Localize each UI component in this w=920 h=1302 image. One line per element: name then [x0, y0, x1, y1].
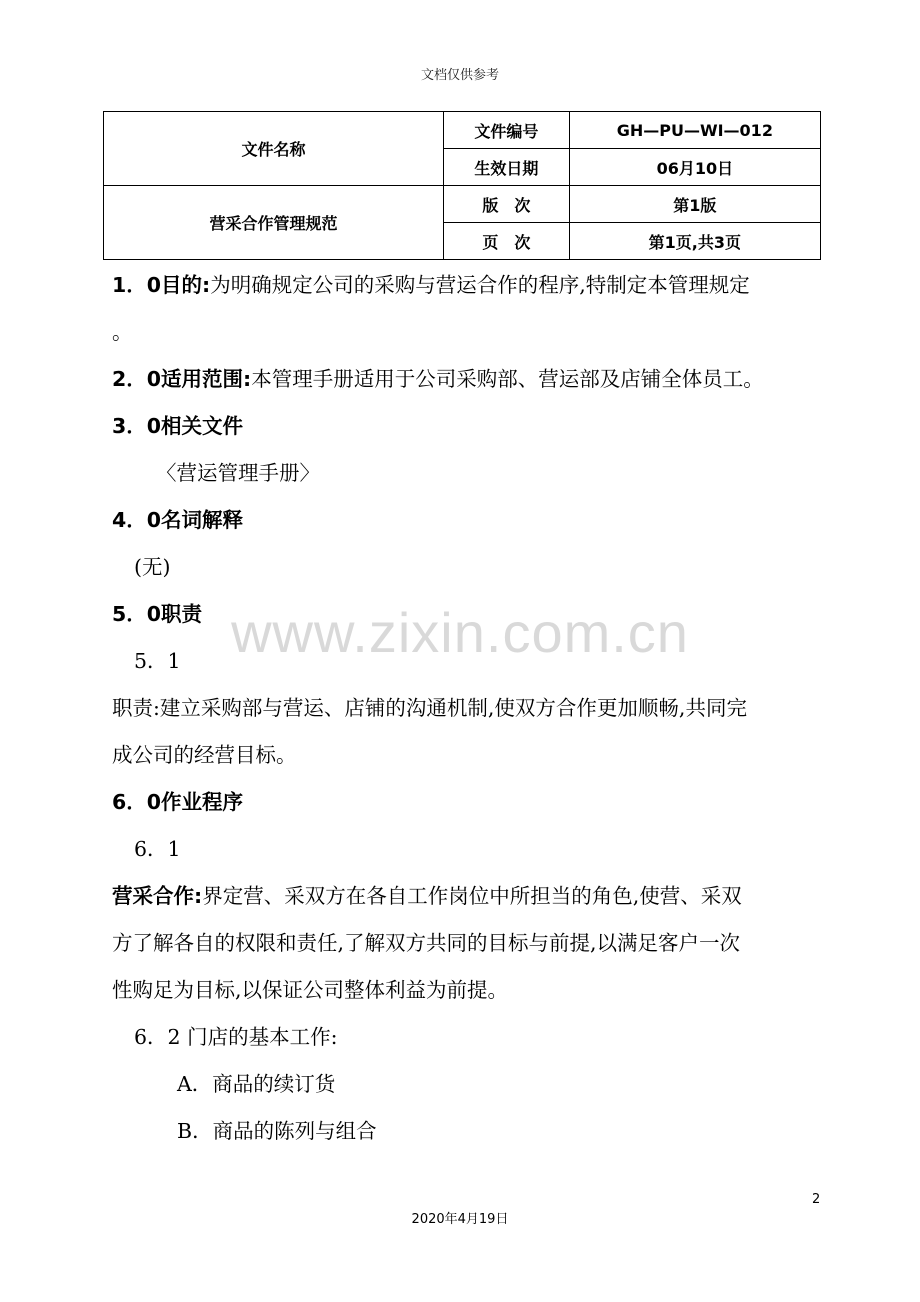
section-4-heading: 4．0名词解释: [112, 508, 244, 532]
section-1-text: 为明确规定公司的采购与营运合作的程序,特制定本管理规定: [210, 273, 750, 297]
section-6-1-line-3: 性购足为目标,以保证公司整体利益为前提。: [112, 978, 509, 1002]
version-label: 版 次: [443, 186, 569, 223]
page-number: 2: [812, 1192, 821, 1207]
footer-date: 2020年4月19日: [411, 1212, 509, 1227]
section-2: [112, 356, 824, 403]
section-6-1-label: 营采合作:: [112, 884, 203, 908]
page-value: 第1页,共3页: [569, 223, 820, 260]
page-label: 页 次: [443, 223, 569, 260]
section-6-1-line-2: 方了解各自的权限和责任,了解双方共同的目标与前提,以满足客户一次: [112, 931, 741, 955]
section-5-heading: 5．0职责: [112, 602, 203, 626]
section-6-2-heading: 6．2 门店的基本工作:: [134, 1025, 338, 1049]
file-no-label: 文件编号: [443, 112, 569, 149]
section-4-item: (无): [134, 555, 171, 579]
section-2-text: 本管理手册适用于公司采购部、营运部及店铺全体员工。: [251, 367, 764, 391]
list-item-a: A．商品的续订货: [177, 1072, 336, 1096]
document-info-table: [103, 111, 821, 260]
section-2-heading: 2．0适用范围:: [112, 367, 252, 391]
effective-date-label: 生效日期: [443, 149, 569, 186]
section-5-1-number: 5．1: [134, 649, 181, 673]
version-value: 第1版: [569, 186, 820, 223]
section-1-continuation: 。: [112, 320, 133, 344]
section-5-text-line-2: 成公司的经营目标。: [112, 743, 297, 767]
section-6-1-text: 界定营、采双方在各自工作岗位中所担当的角色,使营、采双: [202, 884, 742, 908]
list-item-b: B．商品的陈列与组合: [177, 1119, 377, 1143]
section-1-heading: 1．0目的:: [112, 273, 211, 297]
watermark: www.zixin.com.cn: [231, 601, 689, 664]
section-6-1-line-1: [112, 873, 824, 920]
section-6-1-number: 6．1: [134, 837, 181, 861]
section-6-heading: 6．0作业程序: [112, 790, 244, 814]
file-name-label: 文件名称: [104, 112, 444, 186]
header-note: 文档仅供参考: [420, 68, 499, 83]
effective-date-value: 06月10日: [569, 149, 820, 186]
document-body: [112, 262, 824, 1155]
section-3-heading: 3．0相关文件: [112, 414, 244, 438]
document-title: 营采合作管理规范: [104, 186, 444, 260]
section-1: [112, 262, 824, 309]
section-5-text-line-1: 职责:建立采购部与营运、店铺的沟通机制,使双方合作更加顺畅,共同完: [112, 696, 747, 720]
section-3-item: 〈营运管理手册〉: [156, 461, 320, 485]
file-no-value: GH—PU—WI—012: [569, 112, 820, 149]
